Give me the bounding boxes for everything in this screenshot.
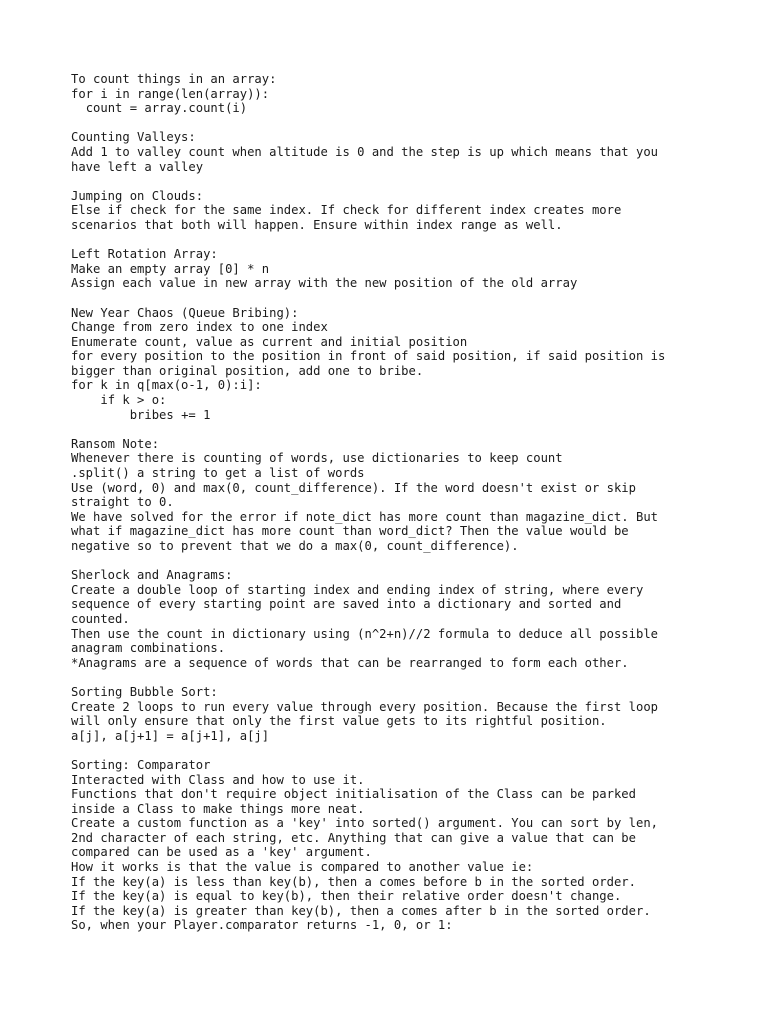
text-line: Enumerate count, value as current and initial position — [71, 334, 468, 349]
text-line: bigger than original position, add one to bribe. — [71, 363, 424, 378]
text-line — [71, 670, 711, 685]
text-line — [71, 554, 711, 569]
text-line — [71, 233, 711, 248]
text-line: bribes += 1 — [71, 407, 211, 422]
text-line: .split() a string to get a list of words — [71, 466, 365, 481]
document-body — [71, 72, 711, 933]
text-line: have left a valley — [71, 159, 204, 174]
text-line: Add 1 to valley count when altitude is 0 and the step is up which means that you — [71, 144, 658, 159]
text-line: Sorting Bubble Sort: — [71, 684, 218, 699]
text-line: for i in range(len(array)): — [71, 86, 270, 101]
text-line: Assign each value in new array with the new position of the old array — [71, 276, 578, 291]
text-line: So, when your Player.comparator returns -1, 0, or 1: — [71, 918, 453, 933]
text-line: 2nd character of each string, etc. Anything that can give a value that can be — [71, 830, 636, 845]
text-line: *Anagrams are a sequence of words that can be rearranged to form each other. — [71, 655, 629, 670]
text-line: How it works is that the value is compared to another value ie: — [71, 860, 534, 875]
text-line: New Year Chaos (Queue Bribing): — [71, 305, 299, 320]
text-line: Counting Valleys: — [71, 130, 196, 145]
text-line: Interacted with Class and how to use it. — [71, 772, 365, 787]
text-line: Else if check for the same index. If check for different index creates more — [71, 203, 622, 218]
text-line: if k > o: — [71, 393, 167, 408]
text-line: Then use the count in dictionary using (n^2+n)//2 formula to deduce all possible — [71, 626, 658, 641]
text-line: Sherlock and Anagrams: — [71, 568, 233, 583]
text-line: If the key(a) is greater than key(b), then a comes after b in the sorted order. — [71, 903, 651, 918]
text-line: a[j], a[j+1] = a[j+1], a[j] — [71, 728, 270, 743]
text-line: Functions that don't require object initialisation of the Class can be parked — [71, 787, 636, 802]
text-line: Make an empty array [0] * n — [71, 261, 270, 276]
text-line: negative so to prevent that we do a max(0, count_difference). — [71, 539, 519, 553]
text-line — [71, 174, 711, 189]
text-line: inside a Class to make things more neat. — [71, 801, 365, 816]
text-line: Use (word, 0) and max(0, count_difference). If the word doesn't exist or skip — [71, 480, 636, 495]
text-line: Create 2 loops to run every value through every position. Because the first loop — [71, 699, 658, 714]
text-line: Sorting: Comparator — [71, 757, 211, 772]
text-line — [71, 422, 711, 437]
text-line: counted. — [71, 611, 130, 626]
text-line: count = array.count(i) — [71, 101, 248, 116]
text-line: If the key(a) is equal to key(b), then their relative order doesn't change. — [71, 889, 622, 904]
text-line: Whenever there is counting of words, use dictionaries to keep count — [71, 451, 563, 466]
text-line: Change from zero index to one index — [71, 320, 328, 335]
text-line: Left Rotation Array: — [71, 247, 218, 262]
text-line: We have solved for the error if note_dict has more count than magazine_dict. But — [71, 509, 658, 524]
text-line: what if magazine_dict has more count than word_dict? Then the value would be — [71, 524, 629, 539]
text-line — [71, 116, 711, 131]
text-line: Jumping on Clouds: — [71, 188, 204, 203]
text-line: Ransom Note: — [71, 436, 160, 451]
text-line: Create a custom function as a 'key' into sorted() argument. You can sort by len, — [71, 816, 658, 831]
text-line: straight to 0. — [71, 495, 174, 510]
text-line: compared can be used as a 'key' argument. — [71, 845, 372, 860]
text-line — [71, 291, 711, 306]
text-line: To count things in an array: — [71, 72, 277, 86]
text-line: will only ensure that only the first value gets to its rightful position. — [71, 714, 607, 729]
text-line: anagram combinations. — [71, 641, 226, 656]
text-line: sequence of every starting point are saved into a dictionary and sorted and — [71, 597, 622, 612]
text-line: for every position to the position in front of said position, if said position is — [71, 349, 666, 364]
text-line: Create a double loop of starting index and ending index of string, where every — [71, 582, 644, 597]
text-line: If the key(a) is less than key(b), then a comes before b in the sorted order. — [71, 874, 636, 889]
text-line: for k in q[max(o-1, 0):i]: — [71, 378, 262, 393]
text-line: scenarios that both will happen. Ensure within index range as well. — [71, 217, 563, 232]
text-line — [71, 743, 711, 758]
